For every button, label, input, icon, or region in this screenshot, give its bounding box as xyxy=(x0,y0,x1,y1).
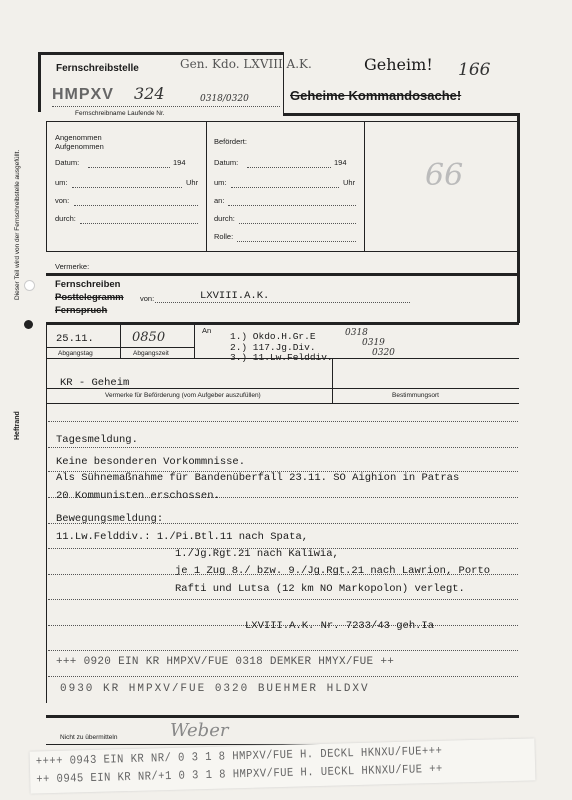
header-left-rule xyxy=(38,52,41,112)
classification-label: Vermerke für Beförderung (vom Aufgeber auszufüllen) xyxy=(105,392,261,399)
fernschreibname-label: Fernschreibname Laufende Nr. xyxy=(75,110,165,117)
recv-year: 194 xyxy=(173,158,186,167)
teletype-line-1: +++ 0920 EIN KR HMPXV/FUE 0318 DEMKER HMYX/FUE ++ xyxy=(56,656,395,668)
recipient-code-3: 0320 xyxy=(372,348,395,358)
recipient-3: 3.) 11.Lw.Felddiv. xyxy=(230,352,333,363)
mode-fernschreiben: Fernschreiben xyxy=(55,279,121,290)
fwd-rolle-label: Rolle: xyxy=(214,232,234,241)
page-number: 166 xyxy=(458,60,491,80)
recv-um-line xyxy=(72,187,182,188)
mode-von-line xyxy=(155,302,410,303)
recv-datum-label: Datum: xyxy=(55,158,80,167)
fwd-durch-label: durch: xyxy=(214,214,235,223)
bestimmungsort-label: Bestimmungsort xyxy=(392,392,439,399)
fwd-datum-line xyxy=(247,167,331,168)
header-top-rule xyxy=(38,52,283,55)
boxes-bottom-rule xyxy=(46,251,519,252)
abgangstag-rule xyxy=(46,347,120,348)
message-line: Bewegungsmeldung: xyxy=(56,513,164,525)
recv-uhr: Uhr xyxy=(186,178,199,187)
fwd-durch-line xyxy=(239,223,356,224)
footer-rule xyxy=(46,715,519,718)
message-line: je 1 Zug 8./ bzw. 9./Jg.Rgt.21 nach Lawrion, Porto xyxy=(175,565,491,577)
handwritten-no: 324 xyxy=(134,84,165,103)
fwd-datum-label: Datum: xyxy=(214,158,239,167)
header-title: Fernschreibstelle xyxy=(56,63,139,74)
classification: KR - Geheim xyxy=(60,377,130,389)
nicht-label: Nicht zu übermitteln xyxy=(60,734,118,741)
dispatch-bottom-rule xyxy=(46,358,519,359)
befordert-label: Befördert: xyxy=(214,137,247,146)
ruled-line xyxy=(48,421,518,422)
fwd-uhr: Uhr xyxy=(343,178,356,187)
side-instruction: Dieser Teil wird von der Fernschreibstelle ausgefüllt. xyxy=(14,149,21,300)
vermerke-label: Vermerke: xyxy=(55,262,90,271)
dispatch-rule-2 xyxy=(120,322,121,358)
abgangszeit-rule xyxy=(120,347,194,348)
ruled-line xyxy=(48,447,518,448)
handwritten-code: 0318/0320 xyxy=(200,94,249,104)
boxes-mid-rule xyxy=(206,121,207,251)
boxes-mid2-rule xyxy=(364,121,365,251)
recv-um-label: um: xyxy=(55,178,68,187)
recv-durch-line xyxy=(80,223,198,224)
teletype-line-2: 0930 KR HMPXV/FUE 0320 BUEHMER HLDXV xyxy=(60,683,370,695)
body-left-rule xyxy=(46,403,47,703)
fwd-an-line xyxy=(228,205,356,206)
recv-von-label: von: xyxy=(55,196,70,205)
abgangszeit: 0850 xyxy=(132,330,166,345)
header-stamp-kdo: Gen. Kdo. LXVIII A.K. xyxy=(180,57,312,71)
punch-hole-bottom xyxy=(24,320,33,329)
mode-von-label: von: xyxy=(140,294,155,303)
meldung-no: HMPXV xyxy=(52,86,114,103)
punch-hole-top xyxy=(24,280,35,291)
message-line: 1./Jg.Rgt.21 nach Kaliwia, xyxy=(175,548,339,560)
dispatch-rule-3 xyxy=(194,322,195,358)
abgangszeit-label: Abgangszeit xyxy=(133,350,169,357)
strip-line-2: ++ 0945 EIN KR NR/+1 0 3 1 8 HMPXV/FUE H. UECKL HKNXU/FUE ++ xyxy=(36,761,443,787)
dispatch-left-rule xyxy=(46,322,47,404)
recipient-code-1: 0318 xyxy=(345,328,368,338)
mode-fernspruch: Fernspruch xyxy=(55,305,108,316)
recipient-code-2: 0319 xyxy=(362,338,385,348)
abgangstag-label: Abgangstag xyxy=(58,350,93,357)
header-geheim: Geheim! xyxy=(364,55,433,74)
boxes-left-rule xyxy=(46,121,47,251)
boxes-top-rule xyxy=(46,121,519,122)
boxes-right-rule xyxy=(517,113,520,323)
recipient-1: 1.) Okdo.H.Gr.E xyxy=(230,331,316,342)
an-label: An xyxy=(202,326,212,335)
geheime-kommandosache: Geheime Kommandosache! xyxy=(290,88,462,103)
heftrand-label: Heftrand xyxy=(14,411,21,440)
bestimmungsort-divider xyxy=(332,358,333,404)
ruled-line xyxy=(48,599,518,600)
ruled-line xyxy=(48,676,518,677)
recv-durch-label: durch: xyxy=(55,214,76,223)
signature: Weber xyxy=(170,720,229,741)
message-line: Rafti und Lutsa (12 km NO Markopolon) verlegt. xyxy=(175,583,465,595)
recv-datum-line xyxy=(88,167,170,168)
mode-bottom-rule xyxy=(46,322,519,325)
teletype-strip xyxy=(30,738,536,793)
message-line: Keine besonderen Vorkommnisse. xyxy=(56,456,246,468)
vermerke-bottom-rule xyxy=(46,273,519,276)
mode-posttelegramm: Posttelegramm xyxy=(55,292,124,303)
fwd-rolle-line xyxy=(237,241,356,242)
strip-line-1: ++++ 0943 EIN KR NR/ 0 3 1 8 HMPXV/FUE H. DECKL HKNXU/FUE+++ xyxy=(35,743,443,769)
angenommen-label: Angenommen xyxy=(55,133,102,142)
message-line: 20 Kommunisten erschossen. xyxy=(56,490,220,502)
aufgenommen-label: Aufgenommen xyxy=(55,142,104,151)
signature-line: LXVIII.A.K. Nr. 7233/43 geh.Ia xyxy=(245,620,435,632)
classification-bottom-rule xyxy=(46,403,519,404)
message-line: Als Sühnemaßnahme für Bandenüberfall 23.11. SO Aighion in Patras xyxy=(56,472,460,484)
sender: LXVIII.A.K. xyxy=(200,290,270,302)
classification-rule xyxy=(46,388,519,389)
right-box-mark: 66 xyxy=(425,158,464,193)
fwd-um-line xyxy=(231,187,339,188)
message-line: Tagesmeldung. xyxy=(56,434,138,446)
fwd-um-label: um: xyxy=(214,178,227,187)
abgangstag: 25.11. xyxy=(56,333,94,345)
fwd-year: 194 xyxy=(334,158,347,167)
recv-von-line xyxy=(74,205,198,206)
ruled-line xyxy=(48,650,518,651)
header-right-rule xyxy=(283,113,519,116)
fwd-an-label: an: xyxy=(214,196,225,205)
recipient-2: 2.) 117.Jg.Div. xyxy=(230,342,316,353)
header-name-rule xyxy=(52,106,280,107)
message-line: 11.Lw.Felddiv.: 1./Pi.Btl.11 nach Spata, xyxy=(56,531,309,543)
